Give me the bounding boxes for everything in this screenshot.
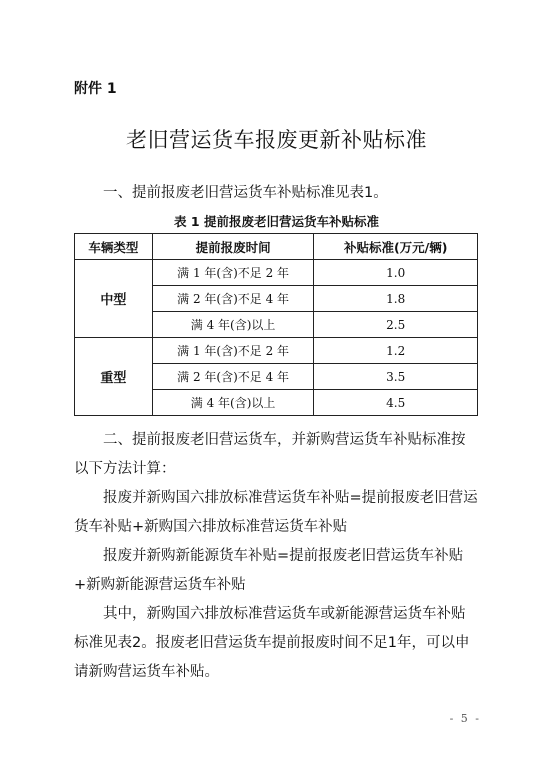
period-cell: 满 2 年(含)不足 4 年 [152,286,314,312]
subsidy-value-cell: 1.2 [314,338,478,364]
table-header-row [75,234,478,260]
section-1-paragraph: 一、提前报废老旧营运货车补贴标准见表1。 [103,185,388,201]
page-number: - 5 - [449,712,481,725]
period-cell: 满 2 年(含)不足 4 年 [152,364,314,390]
formula-new-energy-paragraph: 报废并新购新能源货车补贴=提前报废老旧营运货车补贴+新购新能源营运货车补贴 [74,548,464,593]
table-caption: 表 1 提前报废老旧营运货车补贴标准 [174,214,379,229]
header-period: 提前报废时间 [152,234,314,260]
subsidy-value-cell: 2.5 [314,312,478,338]
period-cell: 满 4 年(含)以上 [152,390,314,416]
attachment-label: 附件 1 [74,81,117,97]
period-cell: 满 4 年(含)以上 [152,312,314,338]
period-cell: 满 1 年(含)不足 2 年 [152,338,314,364]
document-title: 老旧营运货车报废更新补贴标准 [126,128,427,152]
vehicle-type-cell: 中型 [75,260,153,338]
table-row [75,260,478,286]
period-cell: 满 1 年(含)不足 2 年 [152,260,314,286]
header-vehicle-type: 车辆类型 [75,234,153,260]
subsidy-value-cell: 3.5 [314,364,478,390]
subsidy-value-cell: 1.0 [314,260,478,286]
section-2-paragraph: 二、提前报废老旧营运货车，并新购营运货车补贴标准按以下方法计算： [74,432,466,477]
header-subsidy: 补贴标准(万元/辆) [314,234,478,260]
vehicle-type-cell: 重型 [75,338,153,416]
formula-guo6-paragraph: 报废并新购国六排放标准营运货车补贴=提前报废老旧营运货车补贴+新购国六排放标准营运货车补贴 [74,490,478,535]
subsidy-value-cell: 4.5 [314,390,478,416]
table-row [75,338,478,364]
note-paragraph: 其中，新购国六排放标准营运货车或新能源营运货车补贴标准见表2。报废老旧营运货车提前报废时间不足1年，可以申请新购营运货车补贴。 [74,606,470,680]
subsidy-table [74,233,478,416]
subsidy-value-cell: 1.8 [314,286,478,312]
